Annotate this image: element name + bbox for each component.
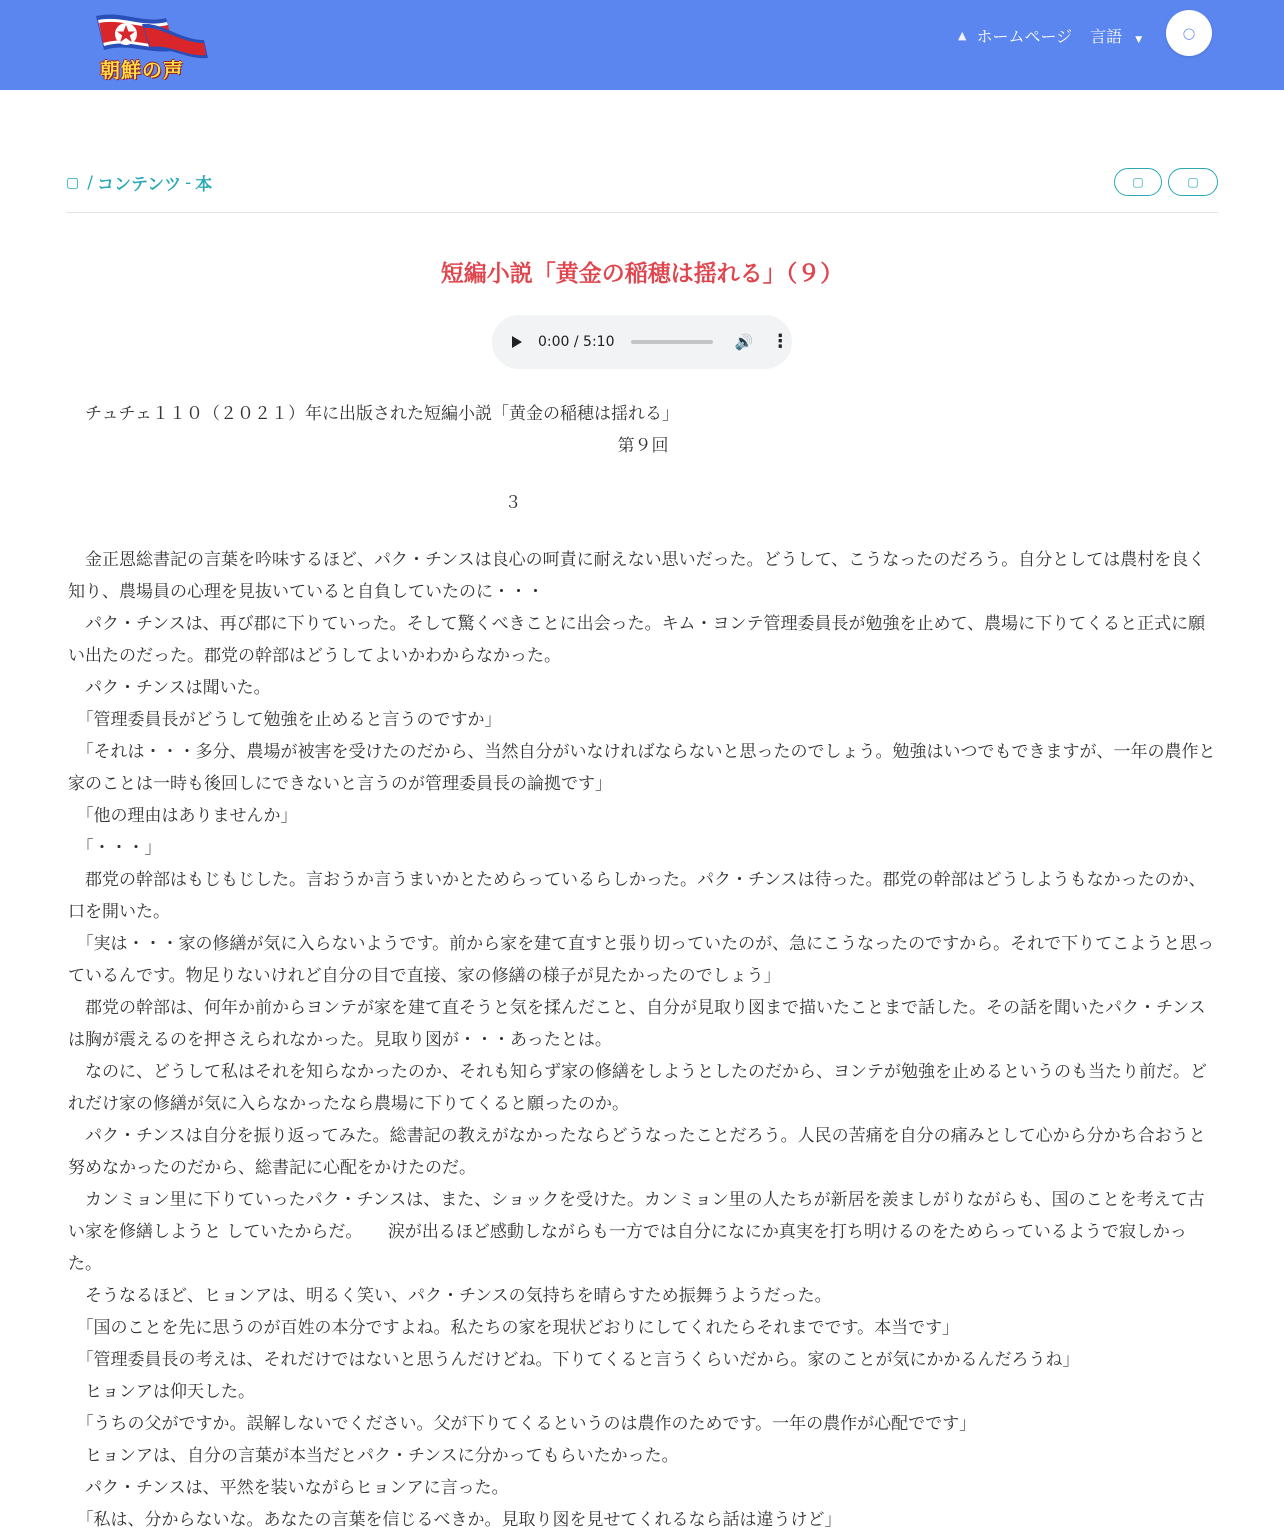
top-nav	[958, 24, 1142, 46]
nav-home-link[interactable]: ホームページ	[976, 26, 1073, 46]
article-paragraph: 「それは・・・多分、農場が被害を受けたのだから、当然自分がいなければならないと思ったのでしょう。勉強はいつでもできますが、一年の農作と家のことは一時も後回しにできないと言うのが管理委員長の論拠です」	[68, 742, 1216, 794]
article-paragraph: 「他の理由はありませんか」	[68, 806, 298, 826]
home-icon: ▲	[958, 28, 967, 42]
breadcrumb-slash: /	[87, 172, 93, 193]
article-paragraph: 郡党の幹部はもじもじした。言おうか言うまいかとためらっているらしかった。パク・チンスは待った。郡党の幹部はどうしようもなかったのか、口を開いた。	[68, 870, 1206, 922]
article-intro: チュチェ１１０（２０２１）年に出版された短編小説「黄金の稲穂は揺れる」	[68, 404, 679, 424]
article-paragraph: パク・チンスは、平然を装いながらヒョンアに言った。	[68, 1478, 509, 1498]
article-paragraph: ヒョンアは仰天した。	[68, 1382, 255, 1402]
audio-progress-bar[interactable]	[631, 340, 713, 344]
article-chapter: ３	[504, 493, 522, 513]
site-logo[interactable]	[92, 10, 212, 82]
search-icon: ◯	[1182, 26, 1196, 40]
site-header	[0, 0, 1284, 90]
article-paragraph: 「うちの父がですか。誤解しないでください。父が下りてくるというのは農作のためです。一年の農作が心配でです」	[68, 1414, 977, 1434]
article-paragraph: ヒョンアは、自分の言葉が本当だとパク・チンスに分かってもらいたかった。	[68, 1446, 679, 1466]
nav-language-label: 言語	[1090, 26, 1123, 46]
share-icon: ▢	[1187, 175, 1199, 189]
article-paragraph: 郡党の幹部は、何年か前からヨンテが家を建て直そうと気を揉んだこと、自分が見取り図まで描いたことまで話した。その話を聞いたパク・チンスは胸が震えるのを押さえられなかった。見取り図が・・・あったとは。	[68, 998, 1206, 1050]
breadcrumb-separator: -	[185, 172, 192, 193]
search-button[interactable]	[1166, 10, 1212, 56]
article-paragraph: カンミョン里に下りていったパク・チンスは、また、ショックを受けた。カンミョン里の人たちが新居を羨ましがりながらも、国のことを考えて古い家を修繕しようと していたからだ。 涙が出るほど感動しながらも一方では自分になにか真実を打ち明けるのをためらっているようで寂しかった。	[68, 1190, 1205, 1274]
article-paragraph: 金正恩総書記の言葉を吟味するほど、パク・チンスは良心の呵責に耐えない思いだった。どうして、こうなったのだろう。自分としては農村を良く知り、農場員の心理を見抜いていると自負していたのに・・・	[68, 550, 1206, 602]
breadcrumb-category[interactable]: 本	[195, 175, 213, 195]
caret-down-icon: ▼	[1135, 34, 1143, 45]
audio-player[interactable]	[492, 315, 792, 369]
article-paragraph: 「管理委員長がどうして勉強を止めると言うのですか」	[68, 710, 502, 730]
share-button[interactable]	[1168, 168, 1218, 196]
article-paragraph: 「実は・・・家の修繕が気に入らないようです。前から家を建て直すと張り切っていたのが、急にこうなったのですから。それで下りてこようと思っているんです。物足りないけれど自分の目で直接、家の修繕の様子が見たかったのでしょう」	[68, 934, 1215, 986]
breadcrumb-section[interactable]: コンテンツ	[96, 175, 182, 195]
audio-time: 0:00 / 5:10	[538, 334, 615, 350]
play-icon[interactable]	[512, 336, 522, 348]
print-button[interactable]	[1114, 168, 1162, 196]
divider	[66, 212, 1218, 213]
article-paragraph: 「管理委員長の考えは、それだけではないと思うんだけどね。下りてくると言うくらいだから。家のことが気にかかるんだろうね」	[68, 1350, 1080, 1370]
article-paragraph: パク・チンスは、再び郡に下りていった。そして驚くべきことに出会った。キム・ヨンテ管理委員長が勉強を止めて、農場に下りてくると正式に願い出たのだった。郡党の幹部はどうしてよいかわからなかった。	[68, 614, 1206, 666]
breadcrumb-home-icon[interactable]: ▢	[66, 174, 80, 191]
article-paragraph: パク・チンスは聞いた。	[68, 678, 271, 698]
article-paragraph: なのに、どうして私はそれを知らなかったのか、それも知らず家の修繕をしようとしたのだから、ヨンテが勉強を止めるというのも当たり前だ。どれだけ家の修繕が気に入らなかったなら農場に下りてくると願ったのか。	[68, 1062, 1207, 1114]
logo-text: 朝鮮の声	[100, 58, 184, 82]
article-paragraph: そうなるほど、ヒョンアは、明るく笑い、パク・チンスの気持ちを晴らすため振舞うようだった。	[68, 1286, 832, 1306]
article-paragraphs	[68, 544, 1218, 1536]
article-paragraph: 「・・・」	[68, 838, 162, 858]
breadcrumb	[66, 170, 212, 195]
more-options-icon[interactable]: ⋮	[771, 331, 790, 352]
article-paragraph: パク・チンスは自分を振り返ってみた。総書記の教えがなかったならどうなったことだろう。人民の苦痛を自分の痛みとして心から分かち合おうと努めなかったのだから、総書記に心配をかけたのだ。	[68, 1126, 1206, 1178]
nav-language-dropdown[interactable]	[1090, 24, 1142, 47]
volume-icon[interactable]: 🔊	[734, 333, 754, 351]
print-icon: ▢	[1132, 175, 1144, 189]
article-title: 短編小説「黄金の稲穂は揺れる」（９）	[440, 261, 844, 287]
article-episode: 第９回	[617, 436, 669, 456]
article-body	[68, 398, 1218, 1536]
article-paragraph: 「国のことを先に思うのが百姓の本分ですよね。私たちの家を現状どおりにしてくれたらそれまでです。本当です」	[68, 1318, 960, 1338]
article-paragraph: 「私は、分からないな。あなたの言葉を信じるべきか。見取り図を見せてくれるなら話は違うけど」	[68, 1510, 842, 1530]
